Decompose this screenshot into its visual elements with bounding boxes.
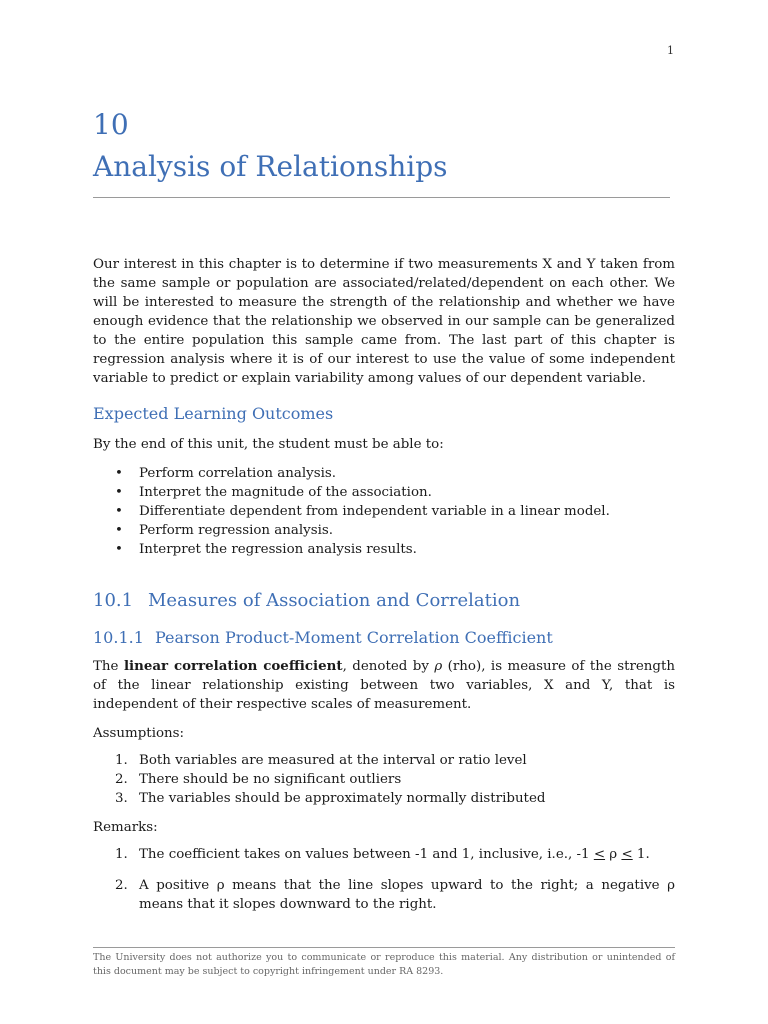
chapter-number: 10 bbox=[93, 108, 129, 141]
list-item bbox=[93, 845, 675, 864]
rho-symbol: ρ bbox=[434, 659, 443, 674]
list-item bbox=[93, 540, 675, 559]
list-item bbox=[93, 521, 675, 540]
list-item-text: Interpret the magnitude of the association. bbox=[139, 485, 432, 500]
list-item bbox=[93, 770, 675, 789]
list-item bbox=[93, 464, 675, 483]
item-number: 2. bbox=[115, 772, 128, 787]
remarks-list bbox=[93, 845, 675, 914]
bullet-icon: • bbox=[115, 504, 123, 519]
definition-paragraph bbox=[93, 657, 675, 714]
list-item bbox=[93, 502, 675, 521]
list-item-text: Perform correlation analysis. bbox=[139, 466, 336, 481]
item-number: 2. bbox=[115, 878, 128, 893]
outcomes-lead: By the end of this unit, the student must be able to: bbox=[93, 437, 444, 452]
item-number: 3. bbox=[115, 791, 128, 806]
footer-divider bbox=[93, 947, 675, 948]
definition-text: (rho), is measure of the strength of the linear relationship existing between two variables, X and Y, that is independent of their respective scales of measurement. bbox=[93, 659, 675, 712]
chapter-title: Analysis of Relationships bbox=[93, 150, 448, 183]
section-title: Measures of Association and Correlation bbox=[148, 590, 521, 611]
list-item-text: Interpret the regression analysis results. bbox=[139, 542, 417, 557]
bullet-icon: • bbox=[115, 466, 123, 481]
page-number: 1 bbox=[667, 44, 674, 57]
outcomes-heading: Expected Learning Outcomes bbox=[93, 404, 334, 423]
le-symbol: < bbox=[593, 847, 606, 862]
bullet-icon: • bbox=[115, 523, 123, 538]
assumptions-label: Assumptions: bbox=[93, 726, 185, 741]
assumptions-list bbox=[93, 751, 675, 808]
item-number: 1. bbox=[115, 847, 128, 862]
bullet-icon: • bbox=[115, 485, 123, 500]
list-item bbox=[93, 789, 675, 808]
subsection-number: 10.1.1 bbox=[93, 628, 144, 647]
remarks-label: Remarks: bbox=[93, 820, 158, 835]
list-item-text: The variables should be approximately normally distributed bbox=[139, 791, 546, 806]
subsection-heading bbox=[93, 627, 675, 649]
page-content bbox=[93, 255, 675, 926]
rho-symbol: ρ bbox=[605, 847, 622, 862]
list-item bbox=[93, 483, 675, 502]
intro-paragraph: Our interest in this chapter is to determine if two measurements X and Y taken from the same sample or population are associated/related/dependent on each other. We will be interested to measure the strength of the relationship and whether we have enough evidence that the relationship we observed in our sample can be generalized to the entire population this sample came from. The last part of this chapter is regression analysis where it is of our interest to use the value of some independent variable to predict or explain variability among values of our dependent variable. bbox=[93, 257, 675, 386]
copyright-footer: The University does not authorize you to communicate or reproduce this material. Any distribution or unintended of this document may be subject to copyright infringement under RA 8293. bbox=[93, 952, 675, 977]
list-item-text: A positive ρ means that the line slopes upward to the right; a negative ρ means that it slopes downward to the right. bbox=[139, 878, 675, 912]
section-number: 10.1 bbox=[93, 590, 134, 611]
list-item-text: Differentiate dependent from independent variable in a linear model. bbox=[139, 504, 610, 519]
list-item-text: Perform regression analysis. bbox=[139, 523, 334, 538]
list-item-text: The coefficient takes on values between -1 and 1, inclusive, i.e., -1 bbox=[139, 847, 594, 862]
list-item bbox=[93, 876, 675, 914]
item-number: 1. bbox=[115, 753, 128, 768]
outcomes-list bbox=[93, 464, 675, 559]
list-item-text: Both variables are measured at the interval or ratio level bbox=[139, 753, 527, 768]
subsection-title: Pearson Product-Moment Correlation Coefficient bbox=[155, 628, 553, 647]
list-item bbox=[93, 751, 675, 770]
definition-term: linear correlation coefficient bbox=[123, 658, 343, 674]
section-heading bbox=[93, 589, 675, 613]
bullet-icon: • bbox=[115, 542, 123, 557]
definition-text: , denoted by bbox=[342, 659, 435, 674]
le-symbol: < bbox=[621, 847, 633, 862]
list-item-text: There should be no significant outliers bbox=[139, 772, 402, 787]
definition-text: The bbox=[93, 659, 124, 674]
title-divider bbox=[93, 197, 670, 198]
list-item-text: 1. bbox=[632, 847, 650, 862]
